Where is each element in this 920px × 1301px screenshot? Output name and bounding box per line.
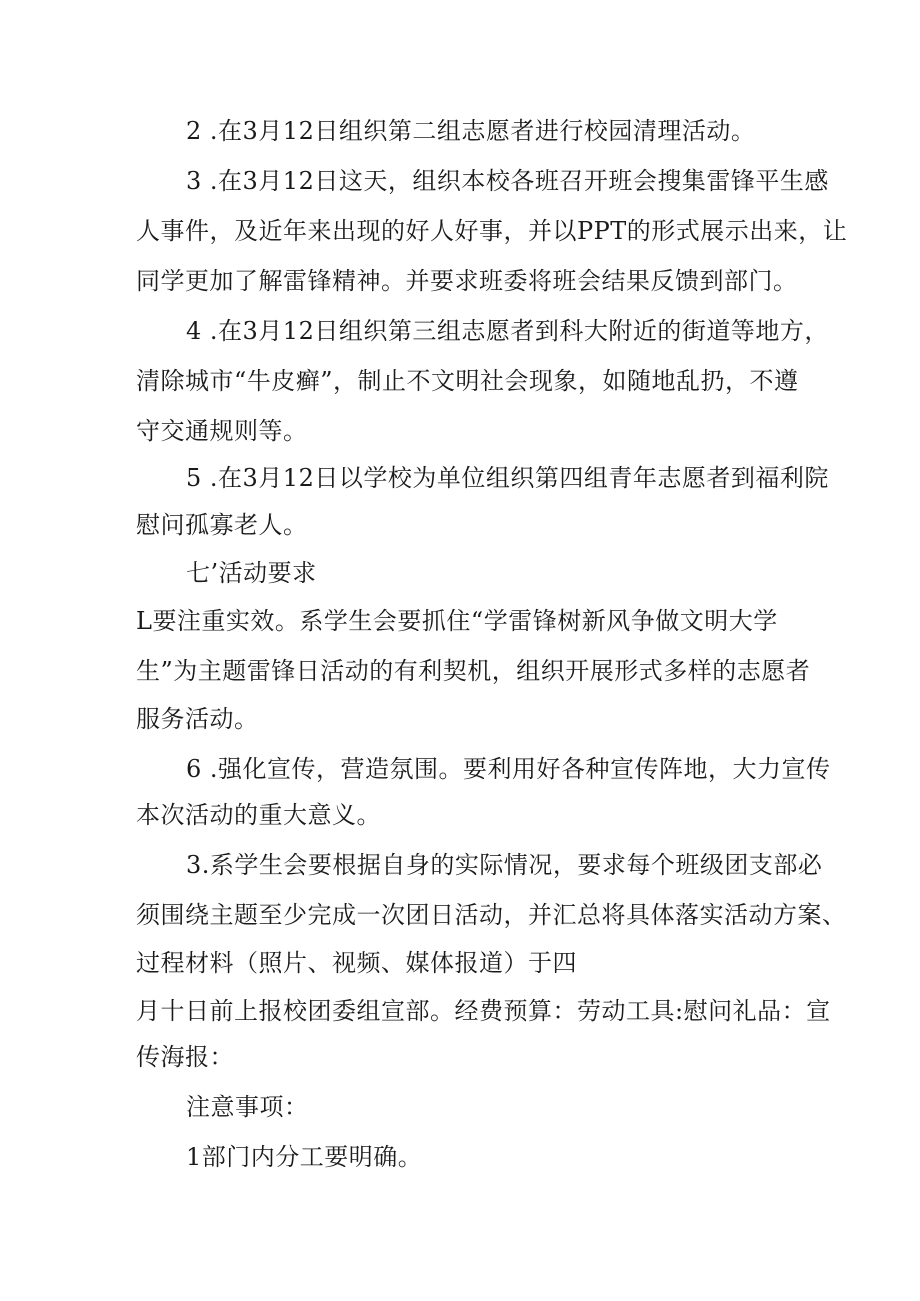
section-heading: 注意事项： (186, 1093, 309, 1121)
text-line: 6 .强化宣传，营造氛围。要利用好各种宣传阵地，大力宣传 (186, 755, 831, 783)
text-line: 5 .在3月12日以学校为单位组织第四组青年志愿者到福利院 (186, 464, 829, 492)
text-line: 2 .在3月12日组织第二组志愿者进行校园清理活动。 (186, 117, 756, 145)
text-line: 本次活动的重大意义。 (136, 801, 381, 829)
text-line: 4 .在3月12日组织第三组志愿者到科大附近的街道等地方， (186, 317, 829, 345)
text-line: 慰问孤寡老人。 (136, 511, 308, 539)
text-line: 1部门内分工要明确。 (186, 1143, 423, 1171)
text-line: 须围绕主题至少完成一次团日活动，并汇总将具体落实活动方案、 (136, 901, 847, 929)
text-line: 生”为主题雷锋日活动的有利契机，组织开展形式多样的志愿者 (136, 657, 811, 685)
text-line: 月十日前上报校团委组宣部。经费预算：劳动工具:慰问礼品：宣 (136, 997, 831, 1025)
text-line: 同学更加了解雷锋精神。并要求班委将班会结果反馈到部门。 (136, 267, 798, 295)
text-line: 过程材料（照片、视频、媒体报道）于四 (136, 949, 577, 977)
text-line: 清除城市“牛皮癣”，制止不文明社会现象，如随地乱扔，不遵 (136, 367, 799, 395)
text-line: 3.系学生会要根据自身的实际情况，要求每个班级团支部必 (186, 851, 823, 879)
text-line: 服务活动。 (136, 705, 259, 733)
text-line: 3 .在3月12日这天，组织本校各班召开班会搜集雷锋平生感 (186, 167, 829, 195)
text-line: 人事件，及近年来出现的好人好事，并以PPT的形式展示出来，让 (136, 217, 848, 245)
text-line: 传海报： (136, 1043, 234, 1071)
section-heading: 七’活动要求 (186, 559, 317, 587)
text-line: L要注重实效。系学生会要抓住“学雷锋树新风争做文明大学 (136, 607, 778, 635)
text-line: 守交通规则等。 (136, 417, 308, 445)
